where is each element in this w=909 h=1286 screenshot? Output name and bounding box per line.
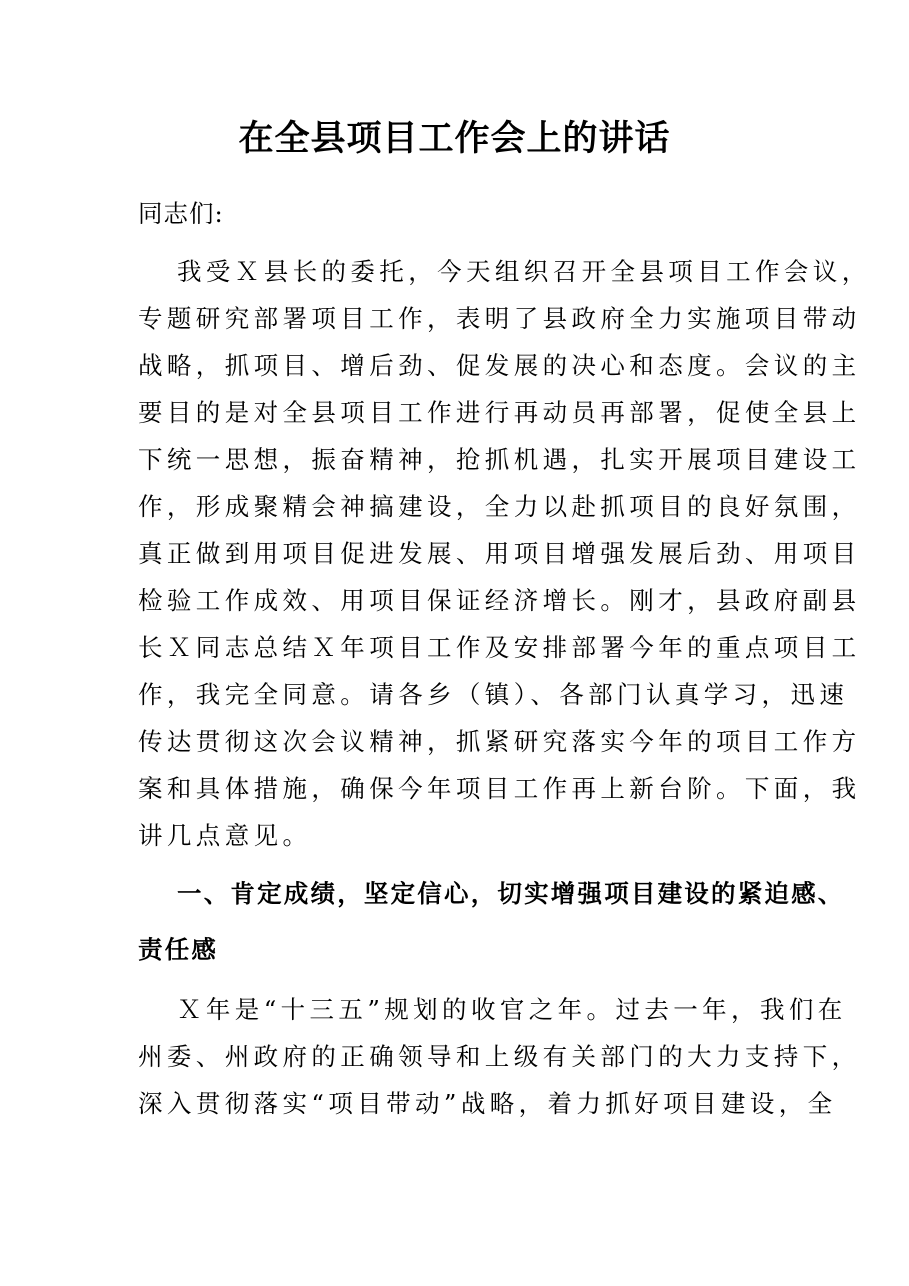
paragraph-line: 讲几点意见。 — [138, 821, 312, 850]
section-heading: 一、肯定成绩，坚定信心，切实增强项目建设的紧迫感、 — [177, 879, 845, 908]
section-heading: 责任感 — [138, 935, 219, 964]
paragraph-line: Ｘ年是“十三五”规划的收官之年。过去一年，我们在 — [177, 995, 847, 1024]
paragraph-line: 传达贯彻这次会议精神，抓紧研究落实今年的项目工作方 — [138, 727, 861, 756]
paragraph-line: 检验工作成效、用项目保证经济增长。刚才，县政府副县 — [138, 586, 861, 615]
paragraph-line: 案和具体措施，确保今年项目工作再上新台阶。下面，我 — [138, 774, 861, 803]
paragraph-line: 下统一思想，振奋精神，抢抓机遇，扎实开展项目建设工 — [138, 445, 861, 474]
salutation: 同志们: — [138, 199, 224, 228]
paragraph-line: 要目的是对全县项目工作进行再动员再部署，促使全县上 — [138, 398, 861, 427]
paragraph-line: 深入贯彻落实“项目带动”战略，着力抓好项目建设，全 — [138, 1089, 837, 1118]
document-title: 在全县项目工作会上的讲话 — [238, 118, 671, 159]
paragraph-line: 长Ｘ同志总结Ｘ年项目工作及安排部署今年的重点项目工 — [138, 633, 861, 662]
paragraph-line: 作，我完全同意。请各乡（镇）、各部门认真学习，迅速 — [138, 680, 849, 709]
paragraph-line: 真正做到用项目促进发展、用项目增强发展后劲、用项目 — [138, 539, 861, 568]
paragraph-line: 我受Ｘ县长的委托，今天组织召开全县项目工作会议， — [177, 257, 871, 286]
paragraph-line: 专题研究部署项目工作，表明了县政府全力实施项目带动 — [138, 304, 861, 333]
paragraph-line: 州委、州政府的正确领导和上级有关部门的大力支持下， — [138, 1042, 861, 1071]
paragraph-line: 战略，抓项目、增后劲、促发展的决心和态度。会议的主 — [138, 351, 861, 380]
paragraph-line: 作，形成聚精会神搞建设，全力以赴抓项目的良好氛围， — [138, 492, 861, 521]
